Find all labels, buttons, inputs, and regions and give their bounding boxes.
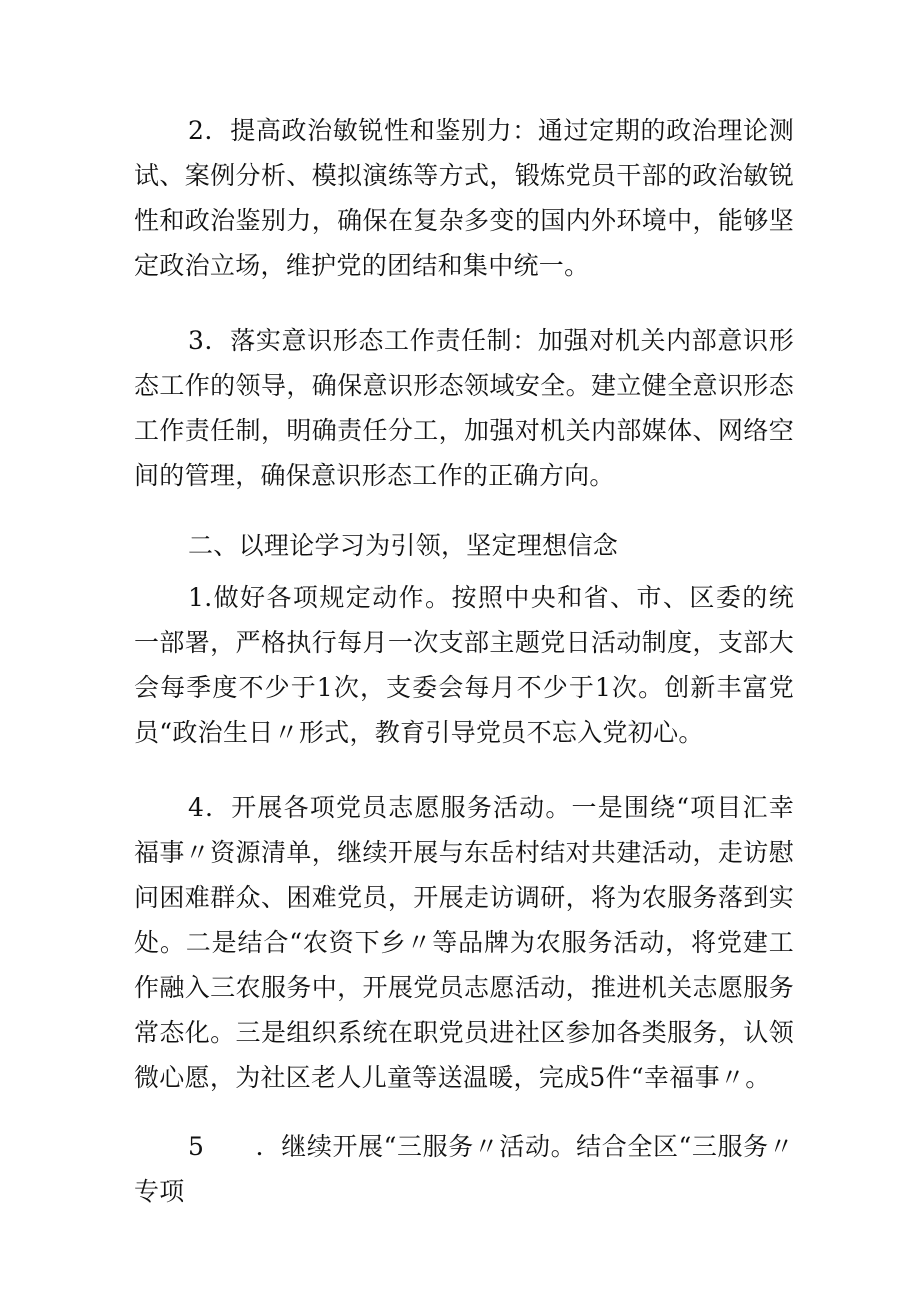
- paragraph-required-actions: 1.做好各项规定动作。按照中央和省、市、区委的统一部署，严格执行每月一次支部主题党日活动制度，支部大会每季度不少于1次，支委会每月不少于1次。创新丰富党员“政治生日〃形式，教育引导党员不忘入党初心。: [134, 583, 794, 747]
- section-heading-theory-study: 二、以理论学习为引领，坚定理想信念: [188, 531, 619, 560]
- paragraph-three-services: 5 ．继续开展“三服务〃活动。结合全区“三服务〃专项: [134, 1132, 794, 1206]
- paragraph-political-sensitivity: 2．提高政治敏锐性和鉴别力：通过定期的政治理论测试、案例分析、模拟演练等方式，锻炼党员干部的政治敏锐性和政治鉴别力，确保在复杂多变的国内外环境中，能够坚定政治立场，维护党的团结和集中统一。: [134, 116, 794, 280]
- paragraph-ideology-responsibility: 3．落实意识形态工作责任制：加强对机关内部意识形态工作的领导，确保意识形态领域安全。建立健全意识形态工作责任制，明确责任分工，加强对机关内部媒体、网络空间的管理，确保意识形态工作的正确方向。: [134, 326, 794, 490]
- paragraph-volunteer-service: 4．开展各项党员志愿服务活动。一是围绕“项目汇幸福事〃资源清单，继续开展与东岳村结对共建活动，走访慰问困难群众、困难党员，开展走访调研，将为农服务落到实处。二是结合“农资下乡〃等品牌为农服务活动，将党建工作融入三农服务中，开展党员志愿活动，推进机关志愿服务常态化。三是组织系统在职党员进社区参加各类服务，认领微心愿，为社区老人儿童等送温暖，完成5件“幸福事〃。: [134, 793, 794, 1092]
